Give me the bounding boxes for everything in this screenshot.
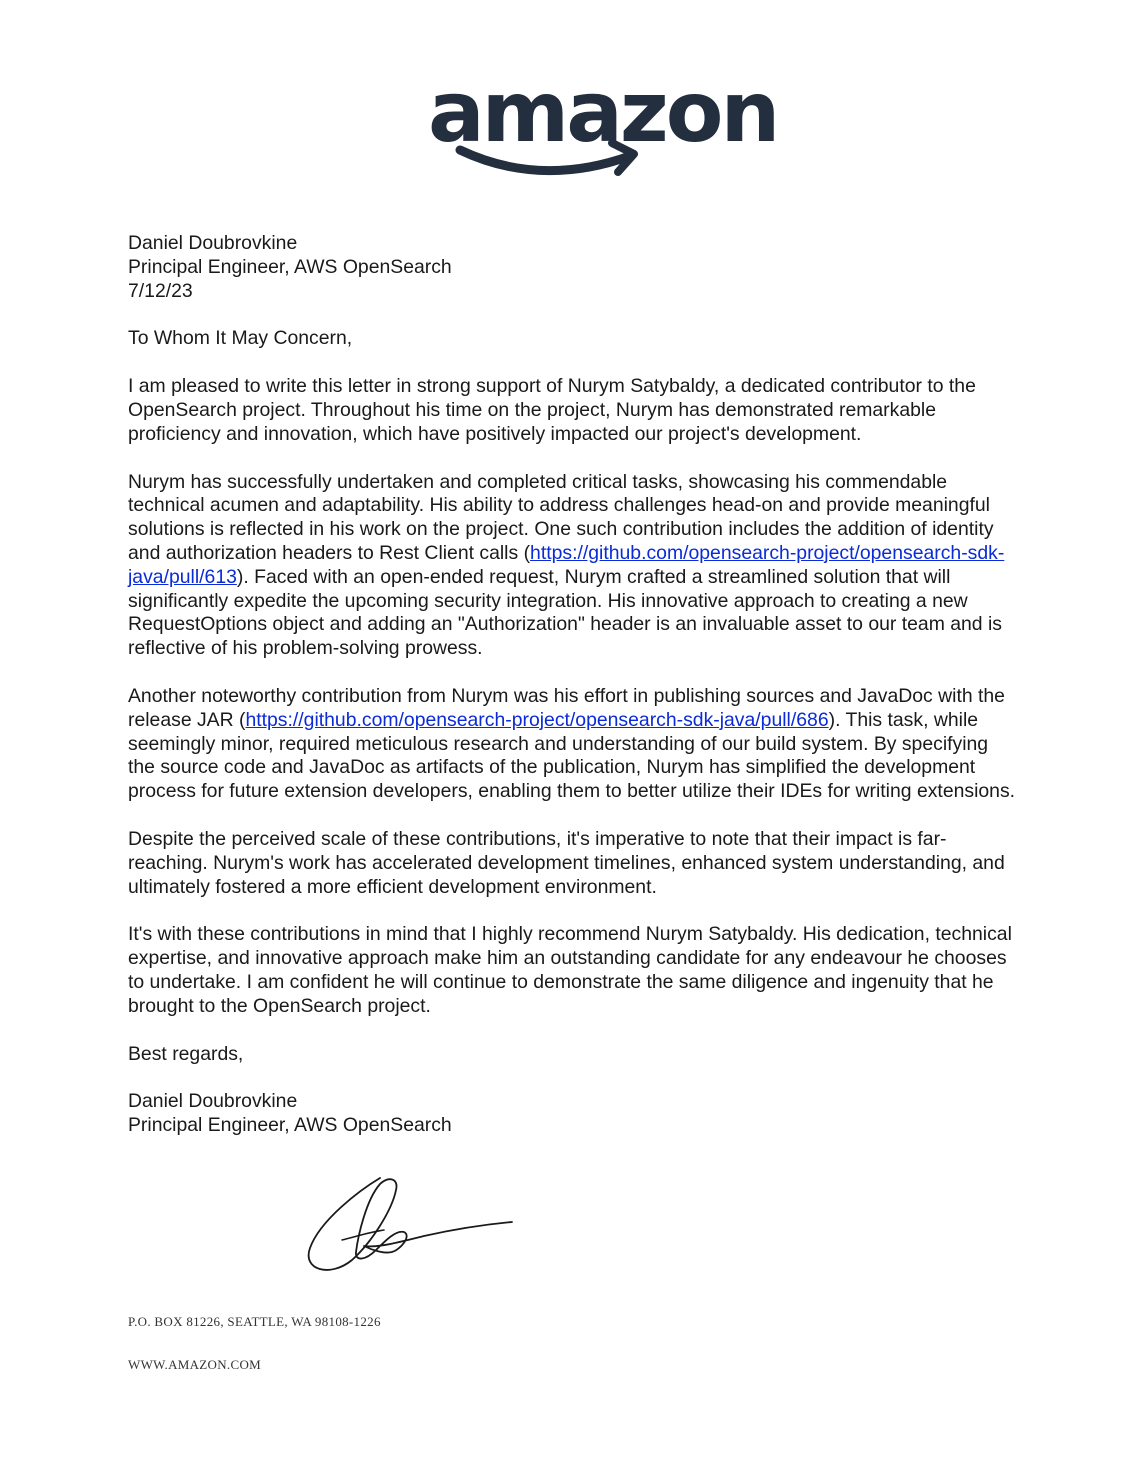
amazon-logo [420, 63, 778, 185]
handwritten-signature [300, 1170, 520, 1280]
signoff-block [128, 1090, 1018, 1138]
footer-address: P.O. BOX 81226, SEATTLE, WA 98108-1226 [128, 1314, 381, 1329]
paragraph-3-text-end: ). This task, while seemingly minor, required meticulous research and understanding of our build system. By specifying the source code and JavaDoc as artifacts of the publication, Nurym has simplified the development process for future extension developers, enabling them to better utilize their IDEs for writing extensions. [128, 708, 1016, 803]
paragraph-3-text-start: Another noteworthy contribution from Nurym was his effort in publishing sources and JavaDoc with the release JAR ( [128, 684, 1005, 731]
letter-date: 7/12/23 [128, 279, 193, 302]
letter-body [128, 232, 1018, 1162]
sender-name: Daniel Doubrovkine [128, 232, 298, 254]
paragraph-3 [128, 685, 1018, 804]
pull-request-613-link[interactable]: https://github.com/opensearch-project/opensearch-sdk-java/pull/613 [128, 541, 1005, 588]
pull-request-686-link[interactable]: https://github.com/opensearch-project/opensearch-sdk-java/pull/686 [245, 708, 829, 731]
closing: Best regards, [128, 1042, 244, 1065]
paragraph-2-text-end: ). Faced with an open-ended request, Nurym crafted a streamlined solution that will significantly expedite the upcoming security integration. His innovative approach to creating a new RequestOptions object and adding an "Authorization" header is an invaluable asset to our team and is reflective of his problem-solving prowess. [128, 565, 1002, 660]
sender-title: Principal Engineer, AWS OpenSearch [128, 255, 452, 278]
amazon-smile-icon [420, 70, 720, 185]
paragraph-1: I am pleased to write this letter in strong support of Nurym Satybaldy, a dedicated contributor to the OpenSearch project. Throughout his time on the project, Nurym has demonstrated remarkable proficiency and innovation, which have positively impacted our project's development. [128, 375, 976, 445]
signoff-title: Principal Engineer, AWS OpenSearch [128, 1114, 452, 1137]
paragraph-4: Despite the perceived scale of these contributions, it's imperative to note that their impact is far-reaching. Nurym's work has accelerated development timelines, enhanced system understanding, and ultimately fostered a more efficient development environment. [128, 827, 1005, 898]
paragraph-5: It's with these contributions in mind that I highly recommend Nurym Satybaldy. His dedication, technical expertise, and innovative approach make him an outstanding candidate for any endeavour he chooses to undertake. I am confident he will continue to demonstrate the same diligence and ingenuity that he brought to the OpenSearch project. [128, 923, 1012, 1017]
footer-website: WWW.AMAZON.COM [128, 1357, 261, 1372]
signoff-name: Daniel Doubrovkine [128, 1090, 298, 1113]
amazon-logo-wordmark: amazon [428, 63, 778, 161]
salutation: To Whom It May Concern, [128, 327, 353, 350]
sender-block [128, 232, 1018, 303]
paragraph-2-text-start: Nurym has successfully undertaken and completed critical tasks, showcasing his commendable technical acumen and adaptability. His ability to address challenges head-on and provide meaningful solutions is reflected in his work on the project. One such contribution includes the addition of identity and authorization headers to Rest Client calls ( [128, 470, 994, 564]
paragraph-2 [128, 471, 1018, 661]
